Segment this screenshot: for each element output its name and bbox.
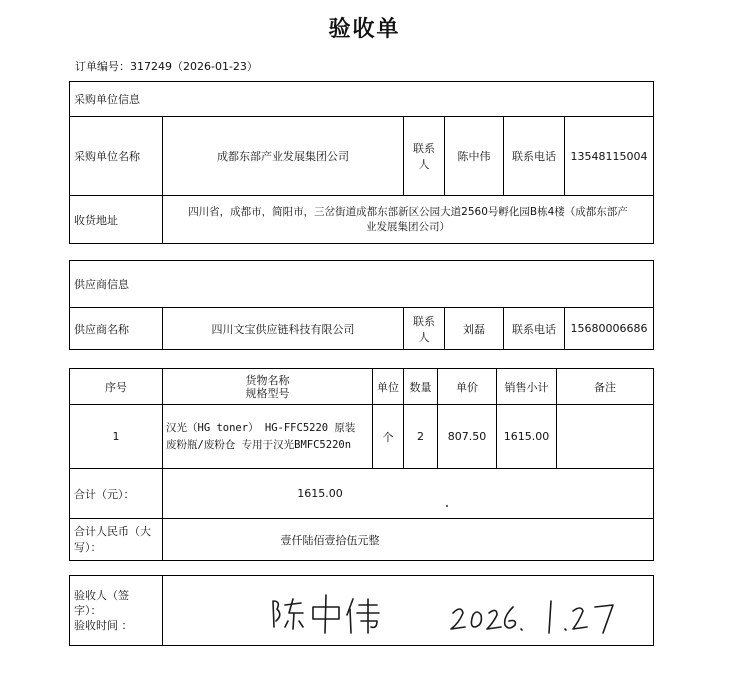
speck-mark (446, 505, 448, 507)
rmb-amount-text: 壹仟陆佰壹拾伍元整 (163, 519, 654, 561)
address-label: 收货地址 (70, 196, 163, 244)
rmb-label-line-1: 合计人民币（大 (74, 524, 151, 538)
address-line-2: 业发展集团公司） (366, 220, 450, 233)
total-amount: 1615.00 (163, 469, 654, 519)
purchaser-section-title: 采购单位信息 (70, 82, 654, 117)
supplier-name: 四川文宝供应链科技有限公司 (163, 308, 404, 350)
handwritten-signature (163, 577, 651, 645)
signer-label-line-2: 字）： (74, 604, 102, 617)
supplier-table (69, 260, 654, 350)
item-unit: 个 (373, 405, 404, 469)
rmb-label-line-2: 写）： (74, 540, 102, 554)
acceptance-labels (70, 576, 163, 646)
goods-table (69, 368, 654, 561)
supplier-phone: 15680006686 (565, 308, 654, 350)
table-row (70, 405, 654, 469)
purchaser-name-label: 采购单位名称 (70, 117, 163, 196)
supplier-phone-label: 联系电话 (504, 308, 565, 350)
signature-area (163, 576, 654, 646)
document-title: 验收单 (328, 17, 401, 42)
header-unit: 单位 (373, 369, 404, 405)
supplier-name-label: 供应商名称 (70, 308, 163, 350)
purchaser-phone-label: 联系电话 (504, 117, 565, 196)
item-seq: 1 (70, 405, 163, 469)
purchaser-name: 成都东部产业发展集团公司 (163, 117, 404, 196)
supplier-section-title: 供应商信息 (70, 261, 654, 308)
header-name-line-1: 货物名称 (245, 373, 290, 387)
item-price: 807.50 (438, 405, 497, 469)
header-seq: 序号 (70, 369, 163, 405)
signer-label-line-1: 验收人（签 (74, 589, 129, 602)
item-desc-line-2: 废粉瓶/废粉仓 专用于汉光BMFC5220n (166, 438, 352, 451)
purchaser-contact-label: 联系人 (404, 117, 445, 196)
rmb-label (70, 519, 163, 561)
item-desc-line-1: 汉光（HG toner） HG-FFC5220 原装 (166, 421, 356, 434)
acceptance-table (69, 575, 654, 646)
acceptance-time-label: 验收时间 ： (74, 619, 133, 632)
order-number: 订单编号：317249（2026-01-23） (75, 60, 258, 73)
header-price: 单价 (438, 369, 497, 405)
delivery-address (163, 196, 654, 244)
purchaser-phone: 13548115004 (565, 117, 654, 196)
header-goods-name (163, 369, 373, 405)
purchaser-contact: 陈中伟 (445, 117, 504, 196)
supplier-contact-label: 联系人 (404, 308, 445, 350)
header-remark: 备注 (557, 369, 654, 405)
item-description (163, 405, 373, 469)
total-label: 合计（元）： (70, 469, 163, 519)
item-subtotal: 1615.00 (497, 405, 557, 469)
address-line-1: 四川省，成都市，简阳市，三岔街道成都东部新区公园大道2560号孵化园B栋4楼（成都东部产 (188, 205, 628, 218)
supplier-contact: 刘磊 (445, 308, 504, 350)
item-qty: 2 (404, 405, 438, 469)
header-qty: 数量 (404, 369, 438, 405)
purchaser-table (69, 81, 654, 244)
header-subtotal: 销售小计 (497, 369, 557, 405)
item-remark (557, 405, 654, 469)
header-name-line-2: 规格型号 (245, 386, 290, 400)
